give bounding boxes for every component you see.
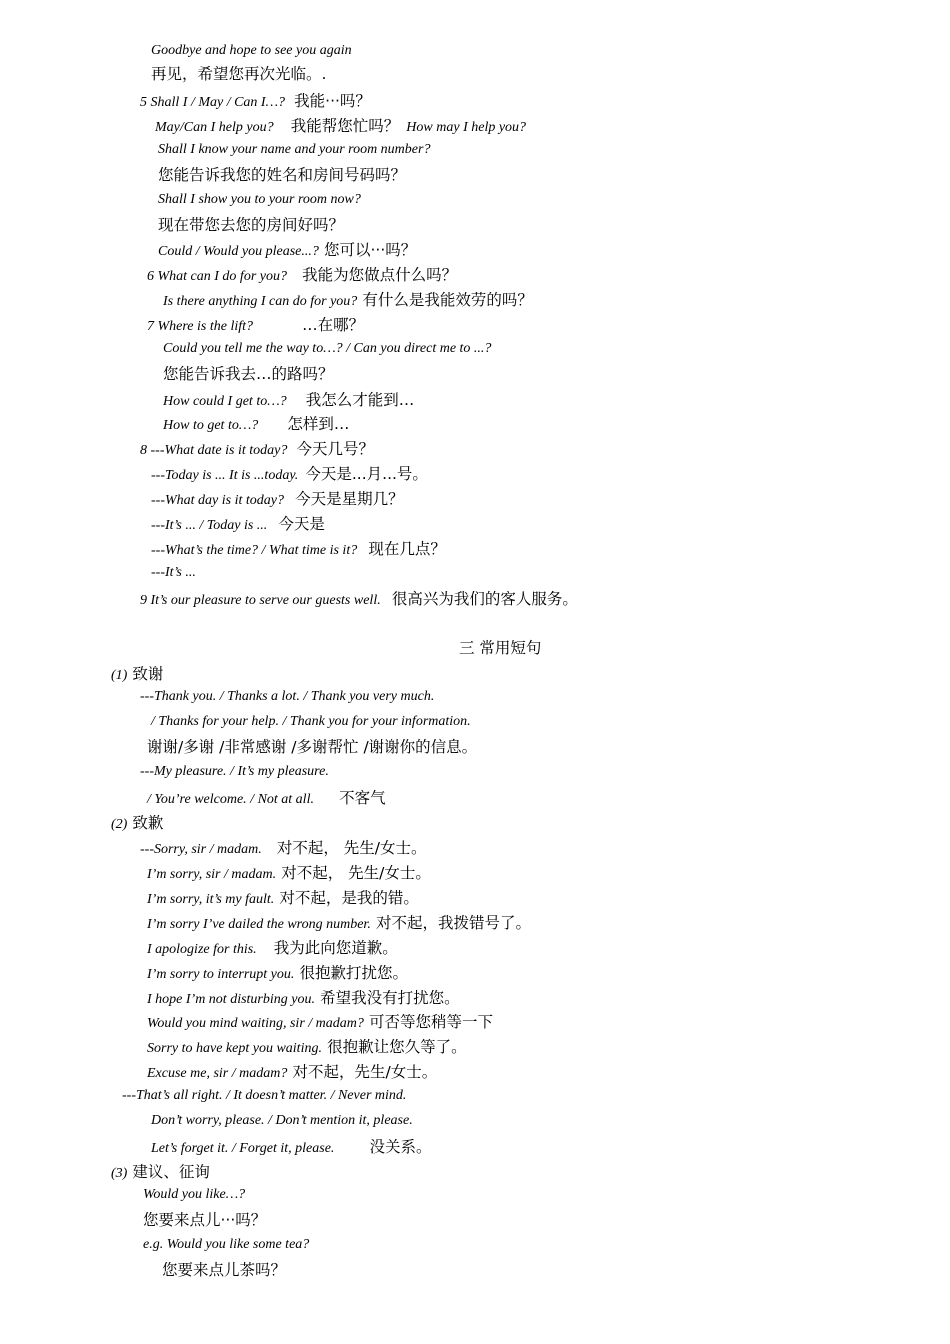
phrase-zh: 我能···吗？ [294,92,371,110]
phrase-en: 7 Where is the lift? [147,319,254,334]
phrase-en: e.g. Would you like some tea? [143,1237,310,1252]
phrase-zh: 对不起，我拨错号了。 [375,914,531,932]
phrase-row [147,915,531,932]
phrase-en: / Thanks for your help. / Thank you for your information. [151,714,471,729]
phrase-en: 6 What can I do for you? [147,269,287,284]
phrase-row [147,990,460,1007]
subsection-number: (3) [111,1166,128,1181]
phrase-row [147,890,419,907]
phrase-row [147,1039,467,1056]
phrase-en: I’m sorry to interrupt you. [147,967,295,982]
phrase-zh: 谢谢/多谢 /非常感谢 /多谢帮忙 /谢谢你的信息。 [147,738,478,756]
subsection-title: 致歉 [132,814,164,832]
phrase-zh: 您要来点儿茶吗？ [162,1261,287,1279]
phrase-row [140,840,426,857]
phrase-zh: 希望我没有打扰您。 [320,989,460,1007]
phrase-en: ---Thank you. / Thanks a lot. / Thank you very much. [140,689,435,704]
phrase-row [140,93,371,110]
phrase-row [147,1014,493,1031]
phrase-en: ---It’s ... / Today is ... [151,518,268,533]
phrase-zh: 对不起，先生/女士。 [292,1063,438,1081]
phrase-row [163,392,414,409]
phrase-en: I’m sorry, sir / madam. [147,867,277,882]
subsection-number: (1) [111,668,128,683]
phrase-zh: 不客气 [339,789,386,807]
phrase-zh: 对不起， 先生/女士。 [281,864,431,882]
phrase-en: ---Today is ... It is ...today. [151,468,299,483]
phrase-zh: 很抱歉打扰您。 [299,964,408,982]
phrase-zh: 您能告诉我去…的路吗？ [163,365,334,383]
phrase-row [151,491,404,508]
subsection-title: 致谢 [132,665,164,683]
phrase-en: I apologize for this. [147,942,257,957]
phrase-zh: 今天是 [278,515,325,533]
phrase-en: / You’re welcome. / Not at all. [147,792,314,807]
phrase-row [147,865,431,882]
phrase-zh: …在哪？ [302,316,365,334]
phrase-row [151,466,428,483]
phrase-row [140,591,578,608]
phrase-en: Sorry to have kept you waiting. [147,1041,322,1056]
phrase-zh: 没关系。 [369,1138,432,1156]
phrase-en: How may I help you? [406,120,527,135]
phrase-row [163,416,349,433]
phrase-en: Is there anything I can do for you? [163,294,358,309]
phrase-en: Shall I know your name and your room number? [158,142,431,157]
phrase-en: I’m sorry, it’s my fault. [147,892,275,907]
phrase-en: ---That’s all right. / It doesn’t matter. / Never mind. [122,1088,407,1103]
phrase-zh: 您可以···吗？ [323,241,417,259]
phrase-en: ---What’s the time? / What time is it? [151,543,358,558]
phrase-zh: 怎样到… [287,415,350,433]
phrase-zh: 我能为您做点什么吗？ [302,266,458,284]
phrase-en: ---What day is it today? [151,493,284,508]
phrase-zh: 现在几点？ [368,540,446,558]
subsection-heading [111,666,163,683]
phrase-en: How could I get to…? [163,394,287,409]
phrase-en: 8 ---What date is it today? [140,443,288,458]
phrase-row [140,441,374,458]
phrase-en: Would you mind waiting, sir / madam? [147,1016,364,1031]
phrase-row [147,267,457,284]
phrase-zh: 很抱歉让您久等了。 [327,1038,467,1056]
phrase-row [151,516,325,533]
phrase-row [151,541,446,558]
subsection-number: (2) [111,817,128,832]
phrase-row [147,790,386,807]
phrase-en: ---It’s ... [151,565,196,580]
phrase-en: Would you like…? [143,1187,246,1202]
phrase-en: Let’s forget it. / Forget it, please. [151,1141,335,1156]
phrase-row [163,292,533,309]
phrase-zh: 有什么是我能效劳的吗？ [362,291,533,309]
phrase-en: Could you tell me the way to…? / Can you direct me to ...? [163,341,492,356]
phrase-en: Excuse me, sir / madam? [147,1066,288,1081]
phrase-zh: 对不起，是我的错。 [279,889,419,907]
phrase-en: Shall I show you to your room now? [158,192,361,207]
phrase-en: ---Sorry, sir / madam. [140,842,262,857]
phrase-en: 9 It’s our pleasure to serve our guests well. [140,593,381,608]
section-title: 三 常用短句 [459,639,542,657]
phrase-row [147,1064,437,1081]
phrase-en: How to get to…? [163,418,259,433]
subsection-heading [111,815,163,832]
phrase-zh: 对不起， 先生/女士。 [276,839,427,857]
phrase-zh: 今天是星期几？ [295,490,404,508]
phrase-en: ---My pleasure. / It’s my pleasure. [140,764,329,779]
phrase-en: 5 Shall I / May / Can I…? [140,95,286,110]
phrase-en: I hope I’m not disturbing you. [147,992,315,1007]
phrase-row [147,940,398,957]
phrase-en: May/Can I help you? [155,120,274,135]
phrase-zh: 您能告诉我您的姓名和房间号码吗？ [158,166,407,184]
phrase-en: Could / Would you please...? [158,244,319,259]
phrase-row [158,242,416,259]
phrase-row [151,1139,432,1156]
phrase-zh: 您要来点儿···吗？ [143,1211,267,1229]
phrase-en: I’m sorry I’ve dailed the wrong number. [147,917,371,932]
phrase-zh: 现在带您去您的房间好吗？ [158,216,345,234]
phrase-zh: 很高兴为我们的客人服务。 [391,590,578,608]
phrase-row [147,317,364,334]
phrase-zh: 再见，希望您再次光临。. [151,65,327,83]
phrase-zh: 可否等您稍等一下 [368,1013,493,1031]
phrase-en: Goodbye and hope to see you again [151,43,352,58]
phrase-zh: 今天是...月...号。 [305,465,428,483]
subsection-title: 建议、征询 [132,1163,210,1181]
phrase-zh: 今天几号？ [296,440,374,458]
phrase-zh: 我为此向您道歉。 [273,939,398,957]
subsection-heading [111,1164,210,1181]
phrase-row [155,118,526,135]
phrase-zh: 我怎么才能到… [305,391,415,409]
phrase-zh: 我能帮您忙吗？ [290,117,400,135]
phrase-row [147,965,408,982]
phrase-en: Don’t worry, please. / Don’t mention it, please. [151,1113,413,1128]
